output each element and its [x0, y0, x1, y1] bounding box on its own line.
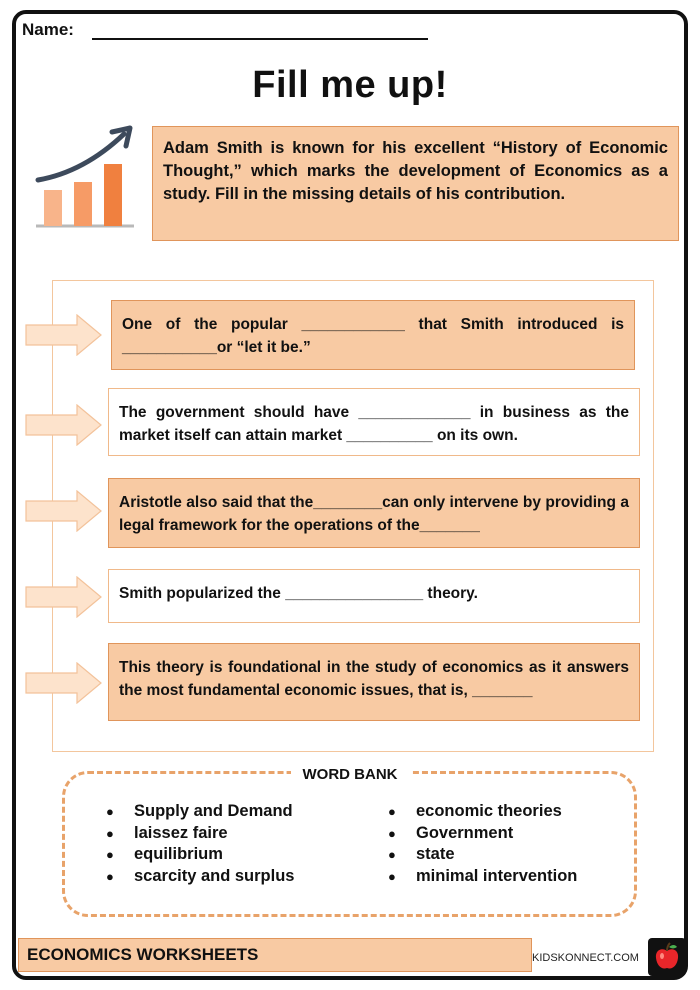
- name-blank-line[interactable]: [92, 38, 428, 40]
- footer-site-link[interactable]: KIDSKONNECT.COM: [532, 952, 639, 964]
- right-arrow-icon: [25, 404, 103, 446]
- list-item: ● Supply and Demand: [106, 801, 294, 823]
- word-bank-title: WORD BANK: [0, 766, 700, 783]
- question-2[interactable]: The government should have _____________ in business as the market itself can attain market __________ on its own.: [108, 388, 640, 456]
- page-title: Fill me up!: [252, 64, 448, 106]
- list-item: ● scarcity and surplus: [106, 866, 294, 888]
- question-4[interactable]: Smith popularized the ________________ theory.: [108, 569, 640, 623]
- question-1[interactable]: One of the popular ____________ that Smith introduced is ___________or “let it be.”: [111, 300, 635, 370]
- list-item: ● economic theories: [388, 801, 577, 823]
- growth-chart-icon: [32, 124, 138, 232]
- list-item: ● equilibrium: [106, 844, 294, 866]
- list-item: ● laissez faire: [106, 823, 294, 845]
- list-item: ● state: [388, 844, 577, 866]
- list-item: ● minimal intervention: [388, 866, 577, 888]
- apple-icon: [648, 938, 686, 976]
- right-arrow-icon: [25, 576, 103, 618]
- question-5[interactable]: This theory is foundational in the study of economics as it answers the most fundamental economic issues, that is, _______: [108, 643, 640, 721]
- word-bank-right-list: [388, 801, 577, 887]
- apple-logo-box: [648, 938, 686, 976]
- word-bank-left-list: [106, 801, 294, 887]
- right-arrow-icon: [25, 662, 103, 704]
- right-arrow-icon: [25, 490, 103, 532]
- right-arrow-icon: [25, 314, 103, 356]
- question-3[interactable]: Aristotle also said that the________can only intervene by providing a legal framework for the operations of the_______: [108, 478, 640, 548]
- intro-instructions: Adam Smith is known for his excellent “History of Economic Thought,” which marks the development of Economics as a study. Fill in the missing details of his contribution.: [152, 126, 679, 241]
- name-label: Name:: [22, 20, 74, 39]
- list-item: ● Government: [388, 823, 577, 845]
- footer-label: ECONOMICS WORKSHEETS: [18, 938, 532, 972]
